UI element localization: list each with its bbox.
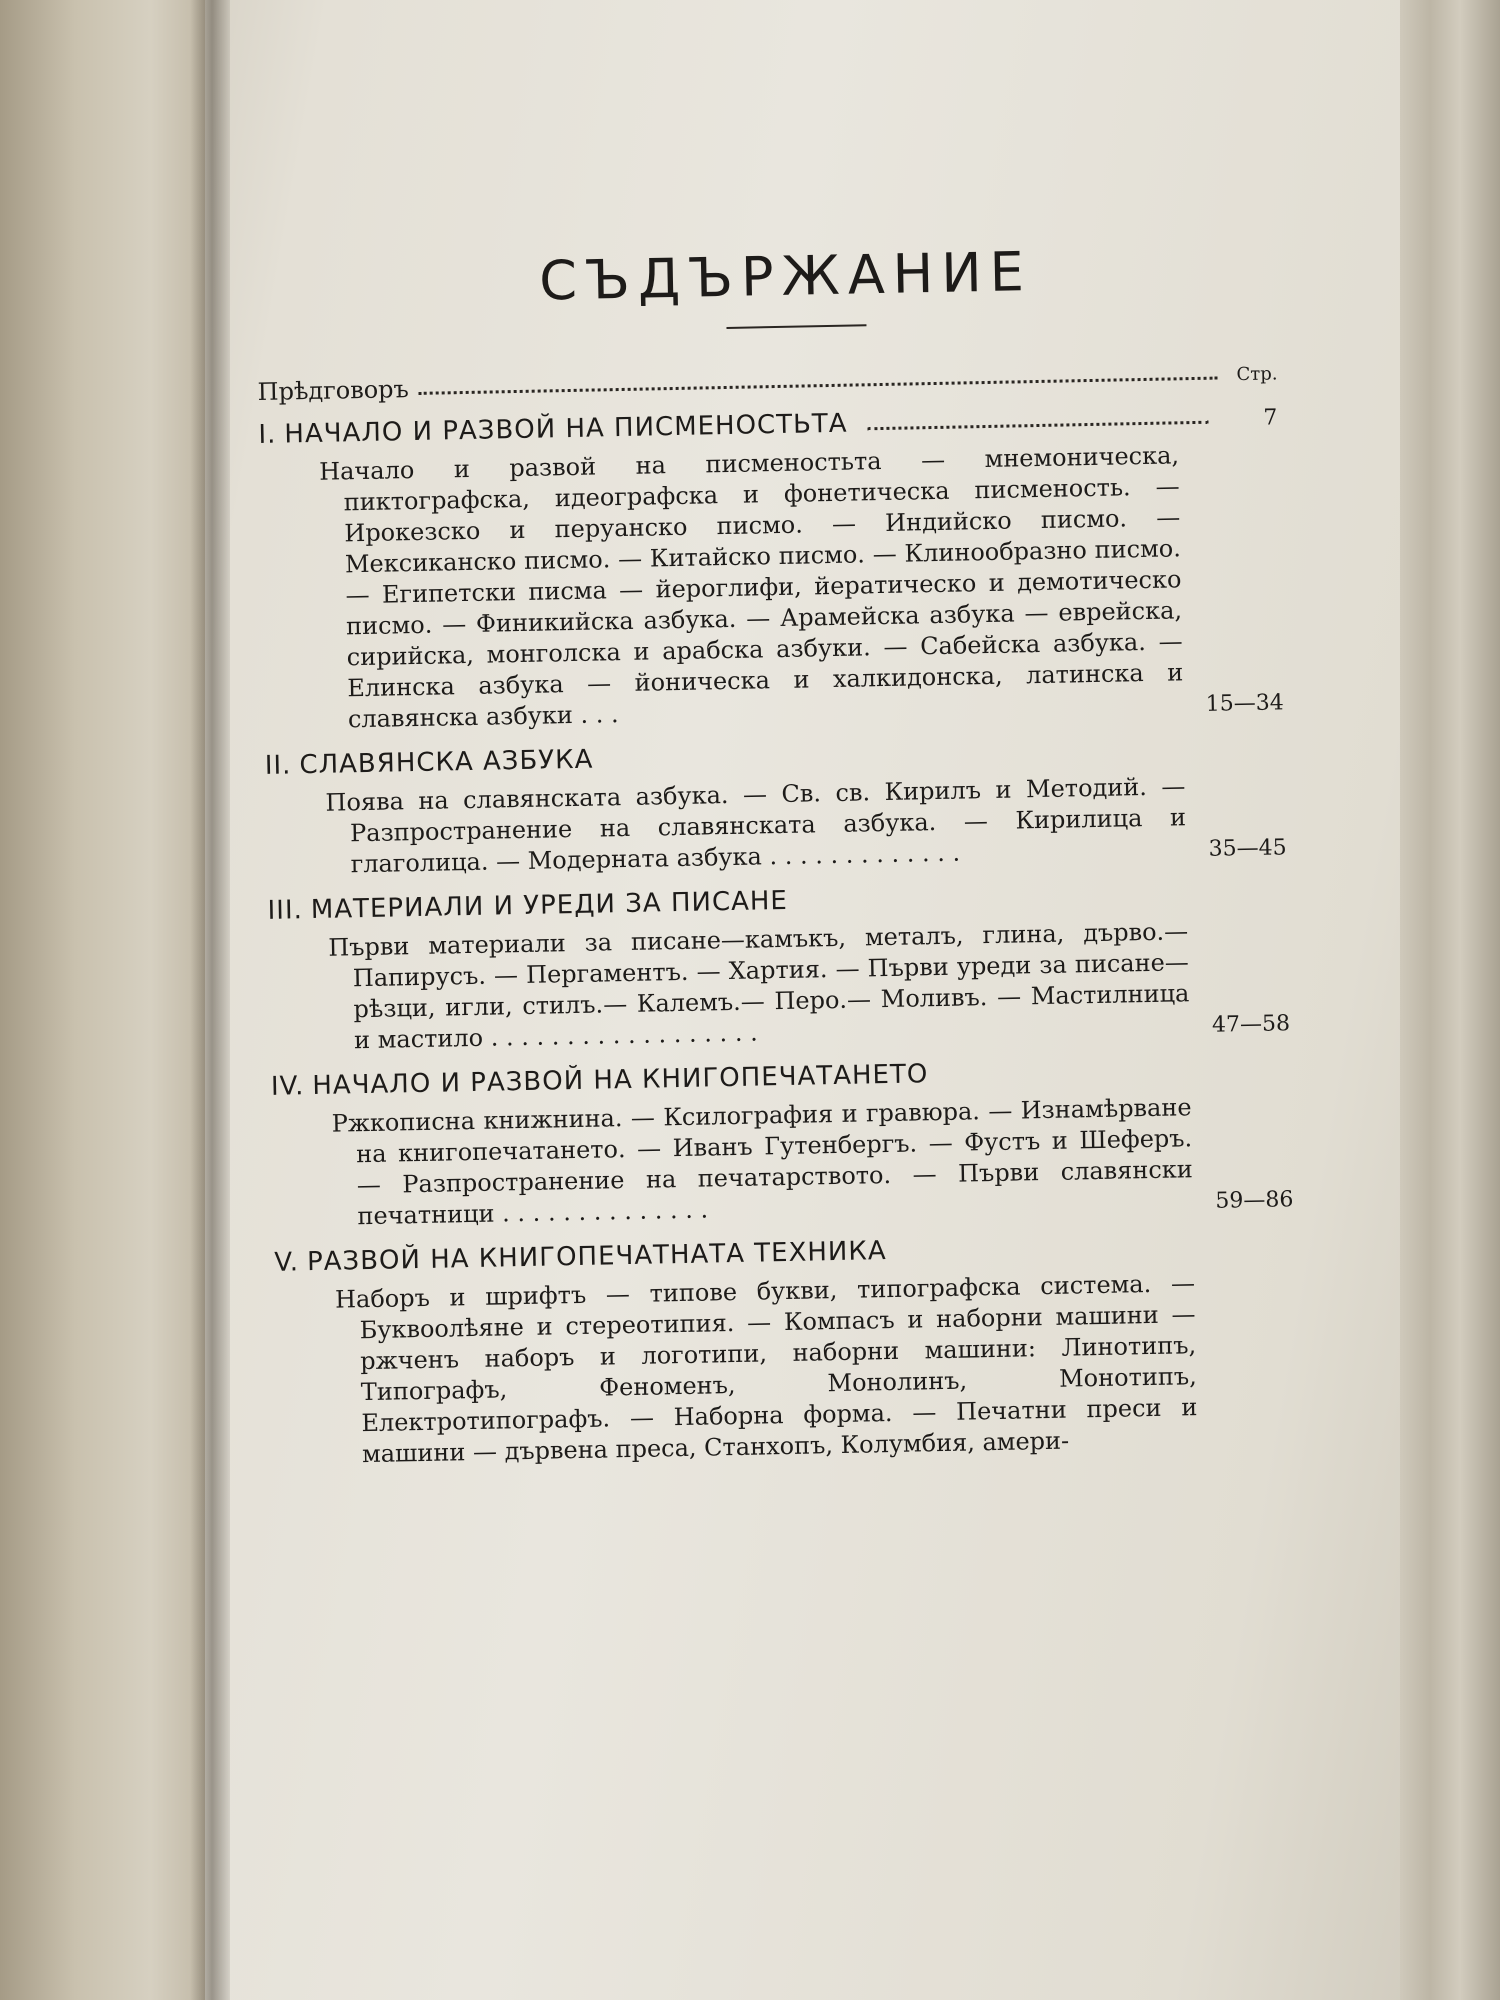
section-body	[275, 1266, 1298, 1472]
toc-section-2	[265, 731, 1287, 882]
section-title: МАТЕРИАЛИ И УРЕДИ ЗА ПИСАНЕ	[310, 885, 789, 926]
section-description: Ржкописна книжнина. — Ксилография и гравюра. — Изнамѣрване на книгопечатането. — Иванъ Гутенбергъ. — Фустъ и Шеферъ. — Разпространение на печатарството. — Първи славянски печатници . . . . . . . . . . . . . .	[331, 1093, 1193, 1231]
section-title: НАЧАЛО И РАЗВОЙ НА КНИГОПЕЧАТАНЕТО	[312, 1059, 929, 1102]
section-body	[259, 438, 1284, 737]
section-description: Наборъ и шрифтъ — типове букви, типографска система. — Буквоолѣяне и стереотипия. — Компасъ и наборни машини — ржченъ наборъ и логотипи, наборни машини: Линотипъ, Типографъ, Феноменъ, Монолинъ, Монотипъ, Електротипографъ. — Наборна форма. — Печатни преси и машини — дървена преса, Станхопъ, Колумбия, амери-	[334, 1269, 1198, 1469]
page-column-label: Стр.	[1236, 363, 1278, 386]
section-description: Поява на славянската азбука. — Св. св. Кирилъ и Методий. — Разпространение на славянската азбука. — Кирилица и глаголица. — Модерната азбука . . . . . . . . . . . . .	[325, 772, 1187, 879]
toc-section-5	[274, 1228, 1298, 1472]
section-body	[271, 1090, 1293, 1234]
section-number: III.	[267, 895, 304, 926]
leader-dots	[419, 377, 1218, 395]
section-description: Първи материали за писане—камъкъ, металъ, глина, дърво.— Папирусъ. — Пергаментъ. — Хартия. — Първи уреди за писане—рѣзци, игли, стилъ.— Калемъ.— Перо.— Моливъ. — Мастилница и мастило . . . . . . . . . . . . . . . . . .	[328, 917, 1190, 1055]
leader-dots	[868, 421, 1209, 431]
left-page	[0, 0, 215, 2000]
preface-entry	[257, 358, 1277, 406]
preface-page: 7	[1263, 405, 1279, 431]
page-edges	[1400, 0, 1500, 2000]
section-body	[268, 914, 1290, 1058]
section-pages: 47—58	[1211, 1011, 1291, 1038]
section-pages: 59—86	[1215, 1187, 1294, 1214]
section-number: V.	[274, 1247, 300, 1278]
title-divider	[726, 324, 866, 329]
preface-label: Прѣдговоръ	[257, 375, 410, 406]
section-number: I.	[258, 419, 277, 450]
toc-section-1	[258, 400, 1284, 737]
section-title: РАЗВОЙ НА КНИГОПЕЧАТНАТА ТЕХНИКА	[306, 1236, 887, 1278]
section-pages: 35—45	[1208, 835, 1287, 862]
section-title: СЛАВЯНСКА АЗБУКА	[299, 744, 594, 781]
section-number: IV.	[270, 1071, 305, 1102]
section-number: II.	[264, 750, 292, 781]
section-title: НАЧАЛО И РАЗВОЙ НА ПИСМЕНОСТЬТА	[284, 408, 848, 450]
section-description: Начало и развой на писменостьта — мнемоническа, пиктографска, идеографска и фонетическа писменость. — Ирокезско и перуанско писмо. — Индийско писмо. — Мексиканско писмо. — Китайско писмо. — Клинообразно писмо. — Египетски писма — йероглифи, йератическо и демотическо писмо. — Финикийска азбука. — Арамейска азбука — еврейска, сирийска, монголска и арабска азбуки. — Сабейска азбука. — Елинска азбука — йоническа и халкидонска, латинска и славянска азбуки . . .	[318, 441, 1184, 734]
page-title: СЪДЪРЖАНИЕ	[538, 240, 1033, 313]
toc-section-4	[271, 1052, 1294, 1234]
toc-section-3	[267, 876, 1290, 1058]
table-of-contents	[255, 235, 1298, 1471]
book-gutter	[190, 0, 230, 2000]
section-body	[265, 769, 1287, 882]
section-pages: 15—34	[1205, 690, 1285, 717]
